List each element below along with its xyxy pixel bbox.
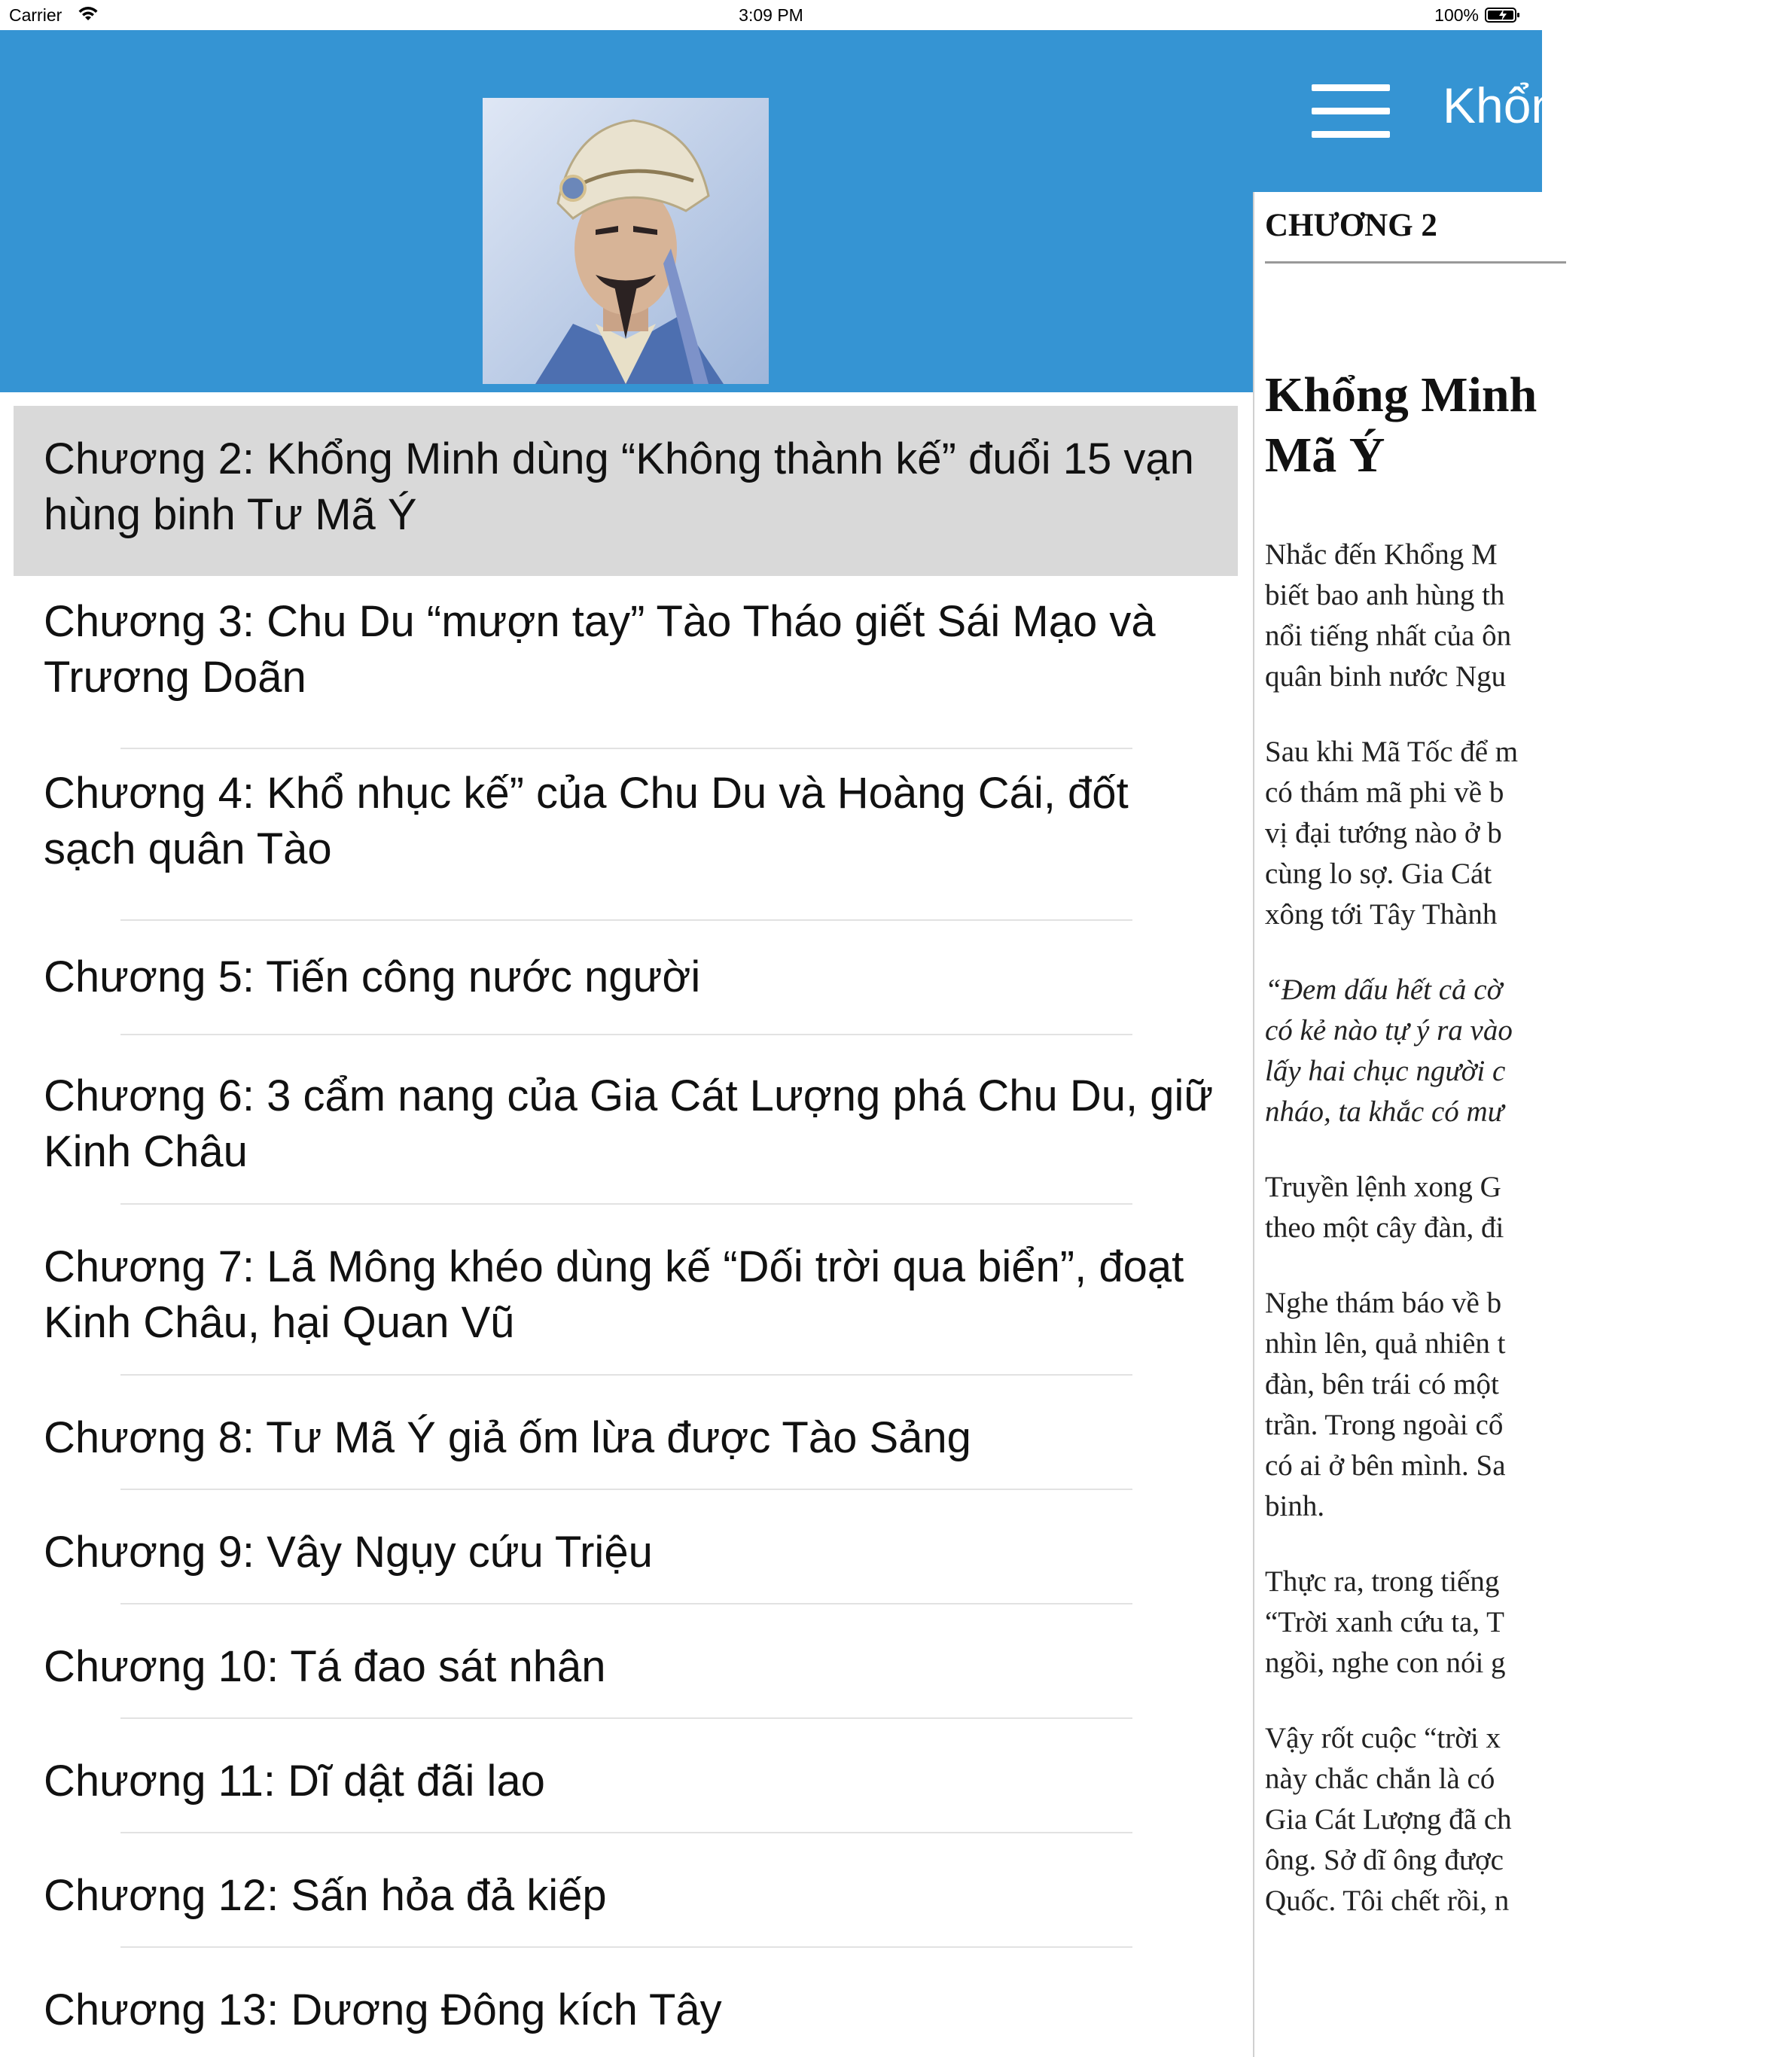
chapter-title: Chương 8: Tư Mã Ý giả ốm lừa được Tào Sảng <box>44 1413 971 1462</box>
article-line: quân binh nước Ngu <box>1265 660 1507 693</box>
battery-icon <box>1485 6 1522 24</box>
article-line: Nhắc đến Khổng M <box>1265 538 1498 571</box>
article-line: ngồi, nghe con nói g <box>1265 1647 1506 1679</box>
article-line: theo một cây đàn, đi <box>1265 1211 1504 1244</box>
article-line: có kẻ nào tự ý ra vào <box>1265 1014 1513 1047</box>
article-line: nháo, ta khắc có mư <box>1265 1096 1504 1128</box>
chapter-title: Chương 3: Chu Du “mượn tay” Tào Tháo giết Sái Mạo và Trương Doãn <box>44 597 1156 702</box>
article-line: lấy hai chục người c <box>1265 1055 1506 1087</box>
chapter-item-11[interactable] <box>14 1754 1238 1809</box>
article-paragraph <box>1265 535 1792 697</box>
article-paragraph <box>1265 1562 1792 1684</box>
article-line: binh. <box>1265 1490 1325 1522</box>
list-divider <box>120 1832 1132 1833</box>
chapter-item-9[interactable] <box>14 1525 1238 1580</box>
chapter-item-4[interactable] <box>14 766 1238 877</box>
chapter-item-2[interactable] <box>14 406 1238 576</box>
article-line: xông tới Tây Thành <box>1265 898 1498 931</box>
list-divider <box>120 1034 1132 1035</box>
article-line: nhìn lên, quả nhiên t <box>1265 1327 1506 1360</box>
article-line: nổi tiếng nhất của ôn <box>1265 620 1512 652</box>
article-line: Vậy rốt cuộc “trời x <box>1265 1722 1501 1754</box>
chapter-title: Chương 13: Dương Đông kích Tây <box>44 1985 722 2034</box>
chapter-title: Chương 9: Vây Ngụy cứu Triệu <box>44 1528 653 1577</box>
article-body <box>1265 535 1792 1956</box>
chapter-item-10[interactable] <box>14 1639 1238 1695</box>
chapter-item-12[interactable] <box>14 1868 1238 1924</box>
chapter-title: Chương 12: Sấn hỏa đả kiếp <box>44 1871 607 1920</box>
battery-percent: 100% <box>1434 5 1479 25</box>
article-paragraph <box>1265 1718 1792 1921</box>
article-line: biết bao anh hùng th <box>1265 579 1505 611</box>
list-divider <box>120 1717 1132 1719</box>
chapter-list <box>0 392 1253 2057</box>
article-line: trần. Trong ngoài cổ <box>1265 1409 1504 1441</box>
drawer-header <box>0 30 1253 392</box>
list-divider <box>120 1374 1132 1376</box>
article-paragraph <box>1265 732 1792 935</box>
hamburger-menu-icon[interactable] <box>1312 84 1390 139</box>
portrait-illustration <box>483 98 769 384</box>
list-divider <box>120 919 1132 921</box>
article-line: này chắc chắn là có <box>1265 1763 1495 1795</box>
article-title <box>1265 365 1537 486</box>
article-line: cùng lo sợ. Gia Cát <box>1265 858 1492 890</box>
article-line: đàn, bên trái có một <box>1265 1368 1499 1400</box>
article-line: Truyền lệnh xong G <box>1265 1171 1501 1203</box>
chapter-title: Chương 4: Khổ nhục kế” của Chu Du và Hoàng Cái, đốt sạch quân Tào <box>44 769 1129 873</box>
article-title-line: Mã Ý <box>1265 428 1385 483</box>
list-divider <box>120 1203 1132 1205</box>
article-line: có thám mã phi về b <box>1265 776 1504 809</box>
article-line: ông. Sở dĩ ông được <box>1265 1844 1504 1876</box>
portrait-avatar <box>483 98 769 384</box>
chapter-item-8[interactable] <box>14 1410 1238 1466</box>
article-paragraph <box>1265 970 1792 1132</box>
article-pane[interactable] <box>1253 192 1542 2057</box>
chapter-item-6[interactable] <box>14 1068 1238 1180</box>
article-paragraph <box>1265 1167 1792 1248</box>
article-line: Gia Cát Lượng đã ch <box>1265 1803 1512 1836</box>
nav-title: Khổng <box>1443 78 1586 133</box>
list-divider <box>120 1489 1132 1490</box>
article-line: Thực ra, trong tiếng <box>1265 1565 1500 1598</box>
article-title-line: Khổng Minh <box>1265 367 1538 422</box>
chapter-label: CHƯƠNG 2 <box>1265 208 1437 243</box>
article-line: có ai ở bên mình. Sa <box>1265 1449 1506 1482</box>
chapter-item-13[interactable] <box>14 1982 1238 2038</box>
article-line: Nghe thám báo về b <box>1265 1287 1502 1319</box>
chapter-title: Chương 10: Tá đao sát nhân <box>44 1642 606 1691</box>
chapter-item-7[interactable] <box>14 1239 1238 1351</box>
status-time: 3:09 PM <box>739 5 803 25</box>
chapter-title: Chương 5: Tiến công nước người <box>44 952 701 1001</box>
list-divider <box>120 1946 1132 1948</box>
chapter-title: Chương 7: Lã Mông khéo dùng kế “Dối trời qua biển”, đoạt Kinh Châu, hại Quan Vũ <box>44 1242 1184 1347</box>
article-line: vị đại tướng nào ở b <box>1265 817 1502 849</box>
article-line: “Đem dấu hết cả cờ <box>1265 974 1503 1006</box>
article-paragraph <box>1265 1283 1792 1527</box>
content-nav-bar <box>1253 30 1586 192</box>
carrier-label: Carrier <box>9 5 62 25</box>
chapter-item-3[interactable] <box>14 594 1238 705</box>
chapter-title: Chương 2: Khổng Minh dùng “Không thành kế” đuổi 15 vạn hùng binh Tư Mã Ý <box>44 434 1194 539</box>
status-bar <box>0 0 1542 30</box>
article-line: Quốc. Tôi chết rồi, n <box>1265 1885 1510 1917</box>
article-line: Sau khi Mã Tốc để m <box>1265 736 1519 768</box>
chapter-title: Chương 11: Dĩ dật đãi lao <box>44 1757 545 1806</box>
chapter-title: Chương 6: 3 cẩm nang của Gia Cát Lượng phá Chu Du, giữ Kinh Châu <box>44 1071 1214 1176</box>
article-line: “Trời xanh cứu ta, T <box>1265 1606 1504 1638</box>
list-divider <box>120 1603 1132 1604</box>
list-divider <box>120 748 1132 749</box>
chapter-item-5[interactable] <box>14 949 1238 1005</box>
divider <box>1265 261 1566 264</box>
